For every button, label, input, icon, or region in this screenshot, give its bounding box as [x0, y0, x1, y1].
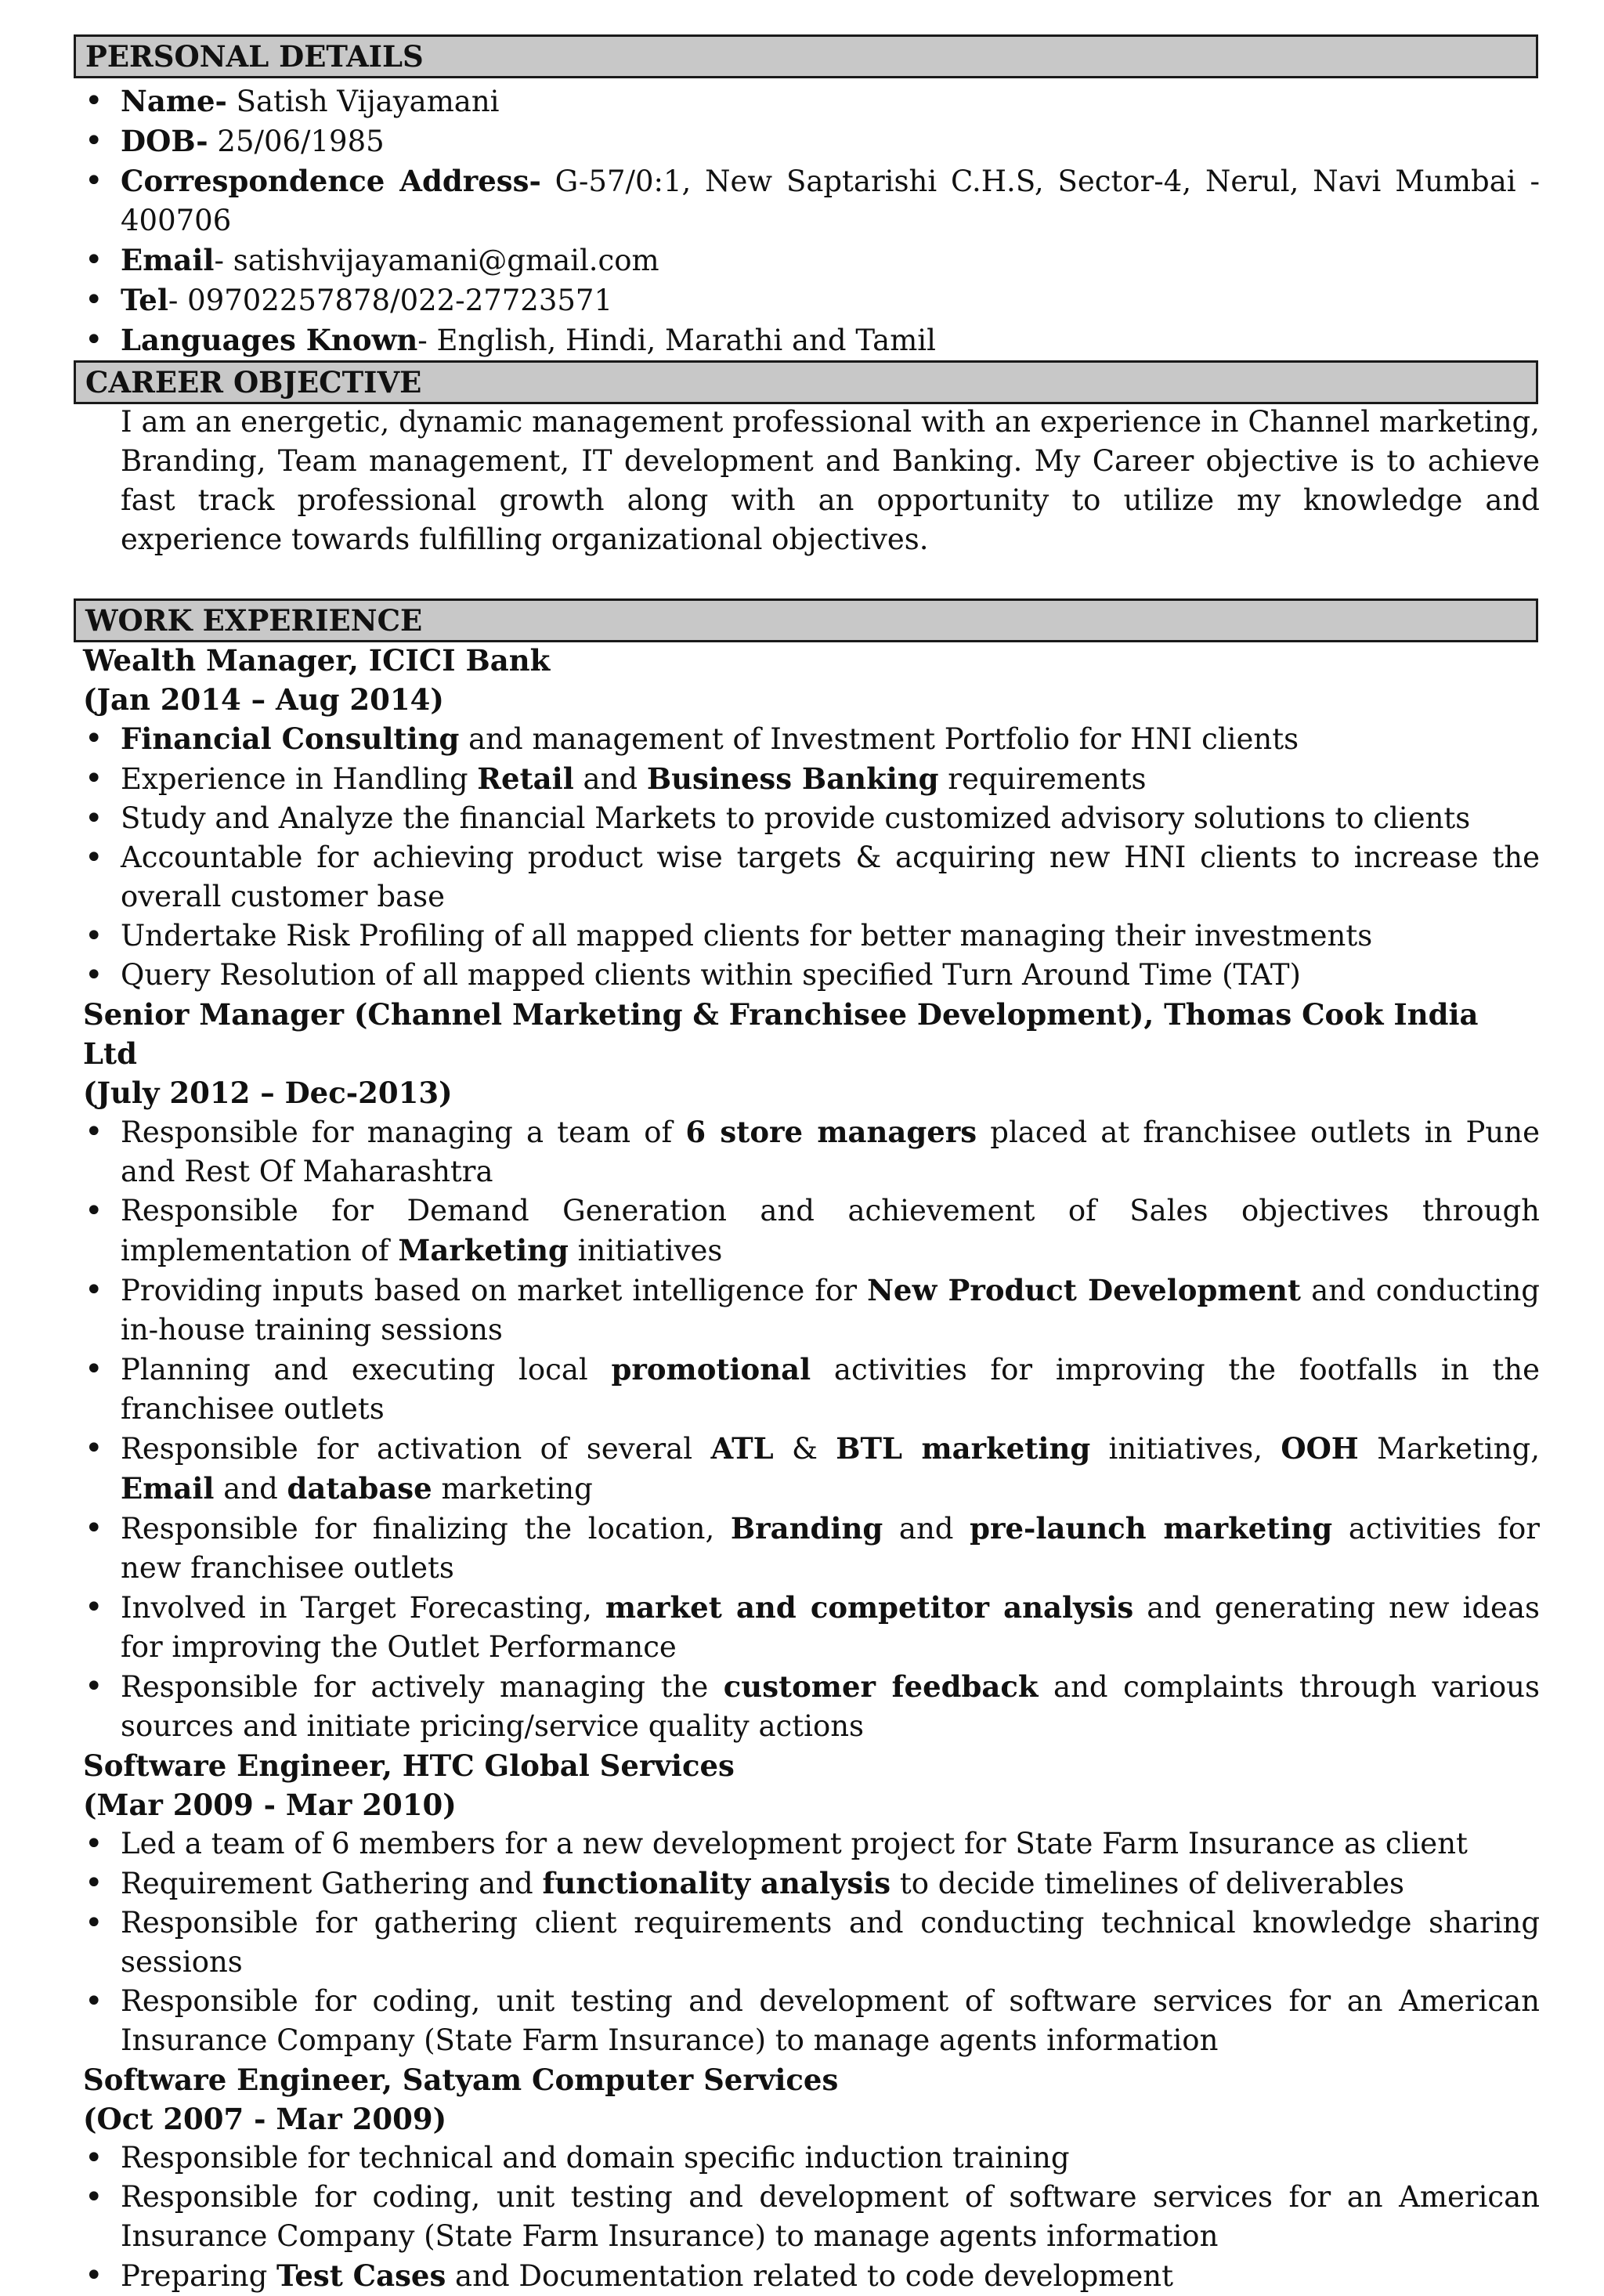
- text-segment: Responsible for Demand Generation and achievement of Sales objectives through implementation of: [121, 1194, 1540, 1267]
- job-responsibility-item: [83, 2178, 1540, 2256]
- job-responsibility-item: [83, 2139, 1540, 2178]
- job-responsibilities-list: [83, 2139, 1540, 2296]
- personal-detail-item: [83, 121, 1540, 161]
- job-responsibilities-list: [83, 719, 1540, 995]
- job-dates: (Mar 2009 - Mar 2010): [83, 1788, 457, 1822]
- job-responsibility-item: [83, 1271, 1540, 1350]
- personal-detail-value: - English, Hindi, Marathi and Tamil: [417, 324, 936, 357]
- job-responsibilities-list: [83, 1112, 1540, 1746]
- career-objective-text: I am an energetic, dynamic management professional with an experience in Channel marketing, Branding, Team management, IT development and Banking. My Career objective is to achieve fast track professional growth along with an opportunity to utilize my knowledge and experience towards fulfilling organizational objectives.: [121, 405, 1540, 556]
- job-dates: (Oct 2007 - Mar 2009): [83, 2102, 447, 2136]
- job-title: Software Engineer, HTC Global Services: [83, 1748, 735, 1783]
- job-responsibilities-list: [83, 1824, 1540, 2060]
- bold-keyword: Email: [121, 1471, 215, 1506]
- bold-keyword: Marketing: [398, 1233, 569, 1267]
- job-responsibility-item: [83, 759, 1540, 799]
- job-responsibility-item: [83, 1824, 1540, 1864]
- personal-detail-item: [83, 320, 1540, 360]
- personal-detail-label: Correspondence Address-: [121, 164, 541, 198]
- career-objective-section: [83, 403, 1540, 559]
- text-segment: Accountable for achieving product wise targets & acquiring new HNI clients to increase the overall customer base: [121, 841, 1540, 913]
- bold-keyword: promotional: [611, 1352, 811, 1387]
- personal-detail-label: Email: [121, 243, 215, 277]
- text-segment: and conducting in-house training sessions: [121, 1274, 1540, 1347]
- bold-keyword: BTL marketing: [836, 1431, 1091, 1466]
- bold-keyword: Financial Consulting: [121, 721, 460, 756]
- job-responsibility-item: [83, 956, 1540, 995]
- text-segment: and: [214, 1472, 287, 1506]
- bold-keyword: OOH: [1281, 1431, 1359, 1466]
- job-responsibility-item: [83, 1588, 1540, 1667]
- section-header-career-objective: CAREER OBJECTIVE: [74, 360, 1538, 404]
- job-title: Wealth Manager, ICICI Bank: [83, 643, 551, 678]
- job-responsibility-item: [83, 1429, 1540, 1509]
- personal-detail-value: - 09702257878/022-27723571: [168, 284, 613, 317]
- text-segment: Experience in Handling: [121, 762, 478, 796]
- bold-keyword: Retail: [477, 761, 574, 796]
- text-segment: Responsible for finalizing the location,: [121, 1512, 731, 1546]
- job-responsibility-item: [83, 1112, 1540, 1191]
- text-segment: and complaints through various sources and initiate pricing/service quality actions: [121, 1670, 1540, 1743]
- text-segment: to decide timelines of deliverables: [891, 1867, 1405, 1900]
- job-title: Software Engineer, Satyam Computer Services: [83, 2063, 839, 2097]
- work-experience-section: [83, 641, 1540, 2296]
- personal-detail-label: DOB-: [121, 124, 208, 158]
- text-segment: Marketing,: [1358, 1432, 1540, 1466]
- text-segment: Study and Analyze the financial Markets to provide customized advisory solutions to clients: [121, 801, 1471, 835]
- bold-keyword: New Product Development: [867, 1273, 1302, 1307]
- section-header-personal-details: PERSONAL DETAILS: [74, 34, 1538, 78]
- text-segment: placed at franchisee outlets in Pune and Rest Of Maharashtra: [121, 1115, 1540, 1188]
- text-segment: Responsible for coding, unit testing and development of software services for an American Insurance Company (State Farm Insurance) to manage agents information: [121, 2180, 1540, 2253]
- text-segment: Requirement Gathering and: [121, 1867, 543, 1900]
- job-responsibility-item: [83, 1667, 1540, 1746]
- job-responsibility-item: [83, 799, 1540, 838]
- text-segment: &: [773, 1432, 836, 1466]
- personal-detail-item: [83, 81, 1540, 121]
- personal-detail-item: [83, 161, 1540, 240]
- job-responsibility-item: [83, 1864, 1540, 1904]
- text-segment: Planning and executing local: [121, 1353, 612, 1387]
- job-dates: (Jan 2014 – Aug 2014): [83, 682, 444, 717]
- text-segment: requirements: [938, 762, 1147, 796]
- text-segment: Query Resolution of all mapped clients within specified Turn Around Time (TAT): [121, 958, 1301, 992]
- bold-keyword: functionality analysis: [542, 1866, 891, 1900]
- job-responsibility-item: [83, 1509, 1540, 1588]
- job-title: Senior Manager (Channel Marketing & Franchisee Development), Thomas Cook India Ltd: [83, 997, 1479, 1071]
- text-segment: initiatives: [568, 1234, 723, 1267]
- personal-detail-label: Name-: [121, 84, 227, 118]
- text-segment: Providing inputs based on market intelligence for: [121, 1274, 868, 1307]
- text-segment: Responsible for managing a team of: [121, 1115, 686, 1149]
- section-header-work-experience: WORK EXPERIENCE: [74, 598, 1538, 642]
- job-responsibility-item: [83, 838, 1540, 917]
- job-responsibility-item: [83, 1904, 1540, 1982]
- job-dates: (July 2012 – Dec-2013): [83, 1076, 453, 1110]
- bold-keyword: 6 store managers: [685, 1115, 977, 1149]
- text-segment: Responsible for technical and domain specific induction training: [121, 2141, 1070, 2175]
- personal-detail-item: [83, 280, 1540, 320]
- personal-detail-item: [83, 240, 1540, 280]
- bold-keyword: database: [287, 1471, 432, 1506]
- text-segment: initiatives,: [1090, 1432, 1281, 1466]
- personal-details-list: [83, 81, 1540, 360]
- text-segment: Responsible for activation of several: [121, 1432, 711, 1466]
- text-segment: activities for new franchisee outlets: [121, 1512, 1540, 1585]
- bold-keyword: Business Banking: [646, 761, 939, 796]
- personal-detail-label: Tel: [121, 283, 168, 317]
- bold-keyword: customer feedback: [723, 1669, 1039, 1704]
- personal-details-section: [83, 81, 1540, 360]
- bold-keyword: Branding: [730, 1511, 883, 1546]
- bold-keyword: market and competitor analysis: [605, 1590, 1134, 1625]
- text-segment: Led a team of 6 members for a new development project for State Farm Insurance as client: [121, 1827, 1468, 1860]
- job-responsibility-item: [83, 719, 1540, 759]
- text-segment: and: [883, 1512, 970, 1546]
- text-segment: and management of Investment Portfolio for HNI clients: [459, 722, 1299, 756]
- text-segment: and generating new ideas for improving the Outlet Performance: [121, 1591, 1540, 1664]
- job-responsibility-item: [83, 1982, 1540, 2060]
- bold-keyword: pre-launch marketing: [970, 1511, 1333, 1546]
- text-segment: Responsible for coding, unit testing and development of software services for an American Insurance Company (State Farm Insurance) to manage agents information: [121, 1984, 1540, 2057]
- text-segment: Undertake Risk Profiling of all mapped clients for better managing their investments: [121, 919, 1373, 953]
- job-responsibility-item: [83, 1350, 1540, 1429]
- text-segment: Involved in Target Forecasting,: [121, 1591, 605, 1625]
- text-segment: activities for improving the footfalls in the franchisee outlets: [121, 1353, 1540, 1426]
- text-segment: Preparing: [121, 2259, 277, 2293]
- personal-detail-value: Satish Vijayamani: [226, 85, 500, 118]
- bold-keyword: ATL: [710, 1431, 774, 1466]
- job-responsibility-item: [83, 917, 1540, 956]
- job-responsibility-item: [83, 1191, 1540, 1271]
- text-segment: Responsible for gathering client requirements and conducting technical knowledge sharing sessions: [121, 1906, 1540, 1979]
- bold-keyword: Test Cases: [276, 2258, 446, 2293]
- text-segment: and: [573, 762, 647, 796]
- job-responsibility-item: [83, 2256, 1540, 2296]
- personal-detail-label: Languages Known: [121, 323, 418, 357]
- personal-detail-value: - satishvijayamani@gmail.com: [214, 244, 659, 277]
- personal-detail-value: 25/06/1985: [208, 125, 385, 158]
- text-segment: marketing: [432, 1472, 593, 1506]
- text-segment: Responsible for actively managing the: [121, 1670, 724, 1704]
- personal-detail-value: G-57/0:1, New Saptarishi C.H.S, Sector-4, Nerul, Navi Mumbai - 400706: [121, 165, 1540, 237]
- text-segment: and Documentation related to code development: [446, 2259, 1173, 2293]
